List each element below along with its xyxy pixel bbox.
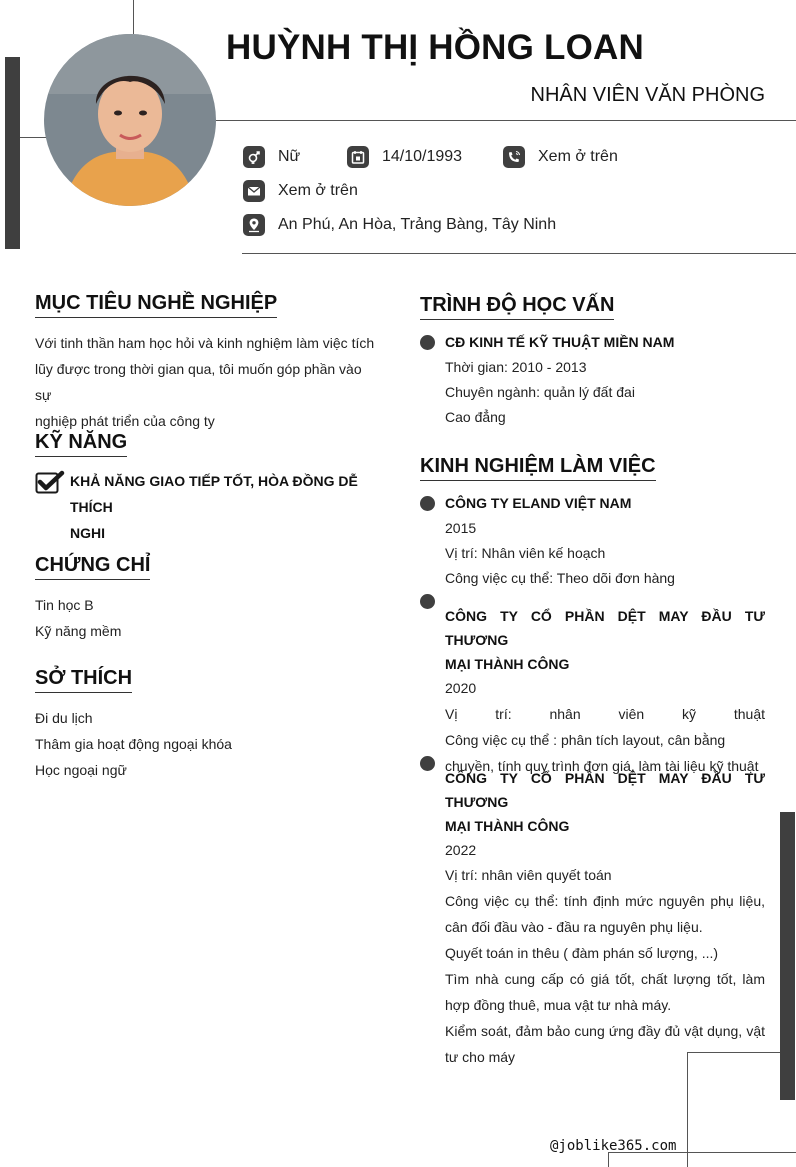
- phone-icon: [503, 146, 525, 168]
- job-detail: Kiểm soát, đảm bảo cung ứng đầy đủ vật dụng, vật: [445, 1023, 765, 1039]
- right-decorative-bar: [780, 812, 795, 1100]
- email-row: [243, 180, 358, 202]
- hobbies-list: [35, 705, 232, 783]
- job-detail: Vị trí: nhân viên kỹ thuật: [445, 706, 765, 722]
- checkbox-checked-icon: [35, 470, 65, 496]
- education-title: TRÌNH ĐỘ HỌC VẤN: [420, 294, 614, 320]
- bullet-dot: [420, 335, 435, 350]
- skill-line: KHẢ NĂNG GIAO TIẾP TỐT, HÒA ĐỒNG DỄ THÍCH: [70, 473, 358, 515]
- gender-value: Nữ: [278, 148, 301, 165]
- skill-item: [70, 468, 390, 546]
- gender-icon: [243, 146, 265, 168]
- company-name: MẠI THÀNH CÔNG: [445, 656, 570, 672]
- education-degree: Cao đẳng: [445, 409, 506, 425]
- job-title: NHÂN VIÊN VĂN PHÒNG: [530, 84, 765, 106]
- skills-title: KỸ NĂNG: [35, 431, 127, 457]
- gender-row: [243, 146, 300, 168]
- job-detail: Vị trí: nhân viên quyết toán: [445, 867, 612, 883]
- left-decorative-bar: [5, 57, 20, 249]
- job-detail: chuyền, tính quy trình đơn giá, làm tài liệu kỹ thuật: [445, 758, 759, 774]
- bullet-dot: [420, 756, 435, 771]
- company-name: CÔNG TY ELAND VIỆT NAM: [445, 495, 632, 511]
- objective-title: MỤC TIÊU NGHỀ NGHIỆP: [35, 292, 277, 318]
- left-decorative-line: [20, 137, 46, 138]
- location-icon: [243, 214, 265, 236]
- job-detail: Công việc cụ thể: tính định mức nguyên phụ liệu,: [445, 893, 765, 909]
- job-entry: [445, 604, 765, 779]
- certificate-item: Tin học B: [35, 597, 94, 613]
- header-divider: [216, 120, 796, 121]
- top-decorative-line: [133, 0, 134, 34]
- education-time: Thời gian: 2010 - 2013: [445, 359, 587, 375]
- company-name: CÔNG TY CỔ PHẦN DỆT MAY ĐẦU TƯ THƯƠNG: [445, 608, 765, 648]
- certificates-title: CHỨNG CHỈ: [35, 554, 150, 580]
- address-value: An Phú, An Hòa, Trảng Bàng, Tây Ninh: [278, 216, 557, 233]
- birthday-value: 14/10/1993: [382, 148, 463, 165]
- job-detail: Tìm nhà cung cấp có giá tốt, chất lượng tốt, làm: [445, 971, 765, 987]
- job-entry: [445, 491, 765, 591]
- job-entry: [445, 766, 765, 1070]
- objective-line: lũy được trong thời gian qua, tôi muốn góp phần vào sự: [35, 361, 362, 403]
- email-icon: [243, 180, 265, 202]
- candidate-name: HUỲNH THỊ HỒNG LOAN: [226, 28, 644, 67]
- job-year: 2015: [445, 520, 477, 536]
- certificate-item: Kỹ năng mềm: [35, 623, 122, 639]
- hobby-item: Đi du lịch: [35, 710, 93, 726]
- school-name: CĐ KINH TẾ KỸ THUẬT MIỀN NAM: [445, 334, 675, 350]
- job-detail: cân đối đầu vào - đầu ra nguyên phụ liệu.: [445, 919, 703, 935]
- company-name: MẠI THÀNH CÔNG: [445, 818, 570, 834]
- phone-value: Xem ở trên: [538, 148, 618, 165]
- bottom-decorative-tick: [608, 1152, 609, 1167]
- experience-title: KINH NGHIỆM LÀM VIỆC: [420, 455, 656, 481]
- objective-line: Với tinh thần ham học hỏi và kinh nghiệm làm việc tích: [35, 335, 375, 351]
- job-detail: Công việc cụ thể : phân tích layout, cân bằng: [445, 732, 726, 748]
- address-row: [243, 214, 556, 236]
- education-entry: [445, 330, 765, 430]
- education-major: Chuyên ngành: quản lý đất đai: [445, 384, 635, 400]
- bullet-dot: [420, 594, 435, 609]
- birthday-row: [347, 146, 462, 168]
- objective-line: nghiệp phát triển của công ty: [35, 413, 215, 429]
- job-year: 2022: [445, 842, 477, 858]
- hobby-item: Thâm gia hoạt động ngoại khóa: [35, 736, 232, 752]
- job-year: 2020: [445, 680, 477, 696]
- job-detail: tư cho máy: [445, 1049, 516, 1065]
- company-name: CÔNG TY CỔ PHẦN DỆT MAY ĐẦU TƯ THƯƠNG: [445, 770, 765, 810]
- hobbies-title: SỞ THÍCH: [35, 667, 132, 693]
- contact-divider: [242, 253, 796, 254]
- job-detail: Vị trí: Nhân viên kế hoạch: [445, 545, 606, 561]
- calendar-icon: [347, 146, 369, 168]
- job-detail: Công việc cụ thể: Theo dõi đơn hàng: [445, 570, 675, 586]
- bullet-dot: [420, 496, 435, 511]
- skill-line: NGHI: [70, 525, 105, 541]
- watermark[interactable]: @joblike365.com: [550, 1138, 677, 1154]
- phone-row: [503, 146, 618, 168]
- certificates-list: [35, 592, 121, 644]
- objective-text: [35, 330, 381, 434]
- avatar: [44, 34, 216, 206]
- job-detail: hợp đồng thuê, mua vật tư nhà máy.: [445, 997, 672, 1013]
- email-value: Xem ở trên: [278, 182, 358, 199]
- job-detail: Quyết toán in thêu ( đàm phán số lượng, ...): [445, 945, 719, 961]
- hobby-item: Học ngoại ngữ: [35, 762, 127, 778]
